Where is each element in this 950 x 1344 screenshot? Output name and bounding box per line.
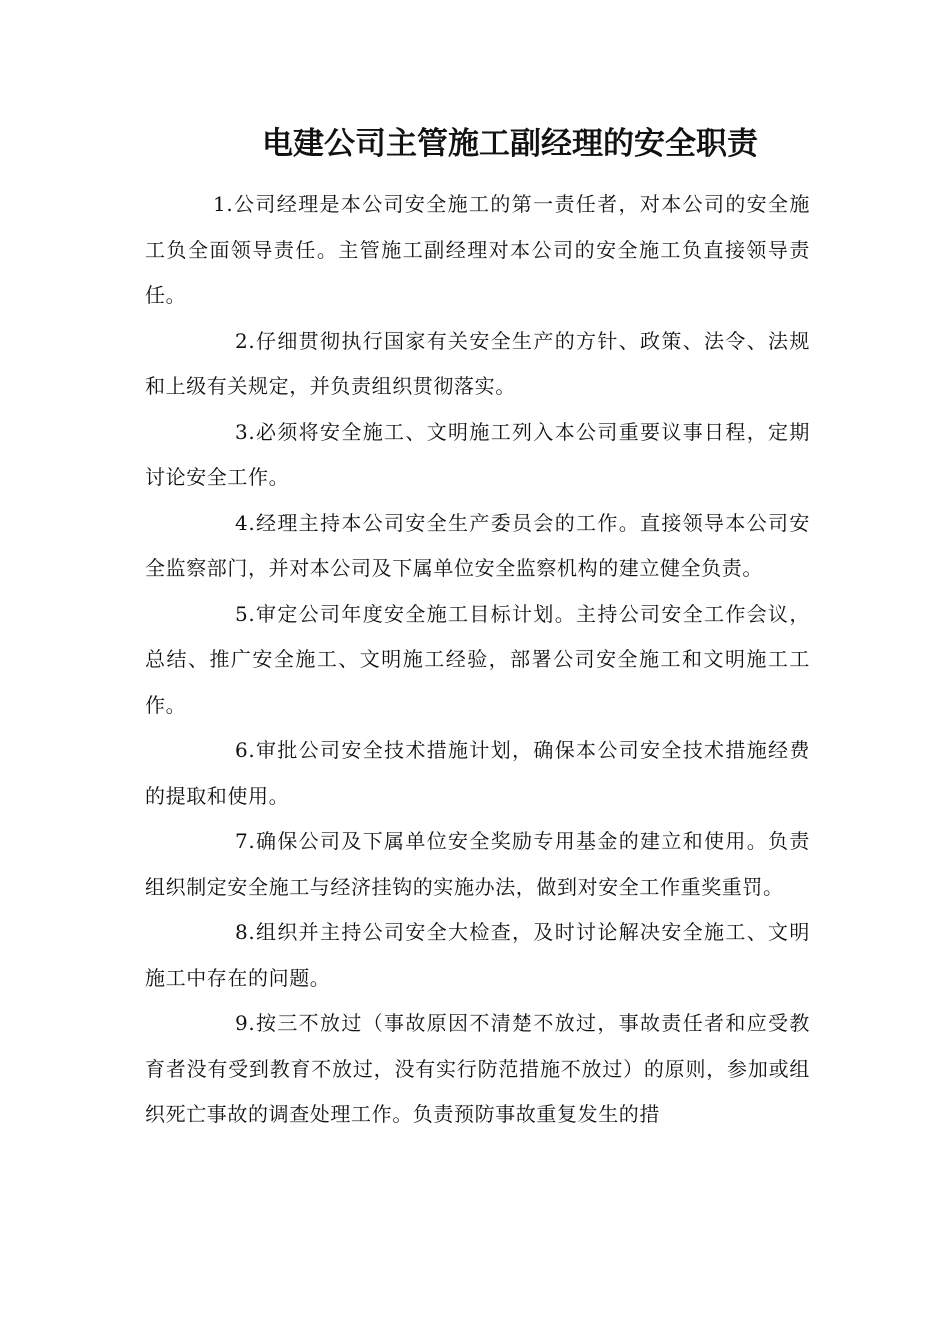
paragraph-3: 3.必须将安全施工、文明施工列入本公司重要议事日程，定期讨论安全工作。 <box>145 419 810 489</box>
paragraph-6: 6.审批公司安全技术措施计划，确保本公司安全技术措施经费的提取和使用。 <box>145 738 810 808</box>
paragraph-4: 4.经理主持本公司安全生产委员会的工作。直接领导本公司安全监察部门，并对本公司及下属单位安全监察机构的建立健全负责。 <box>145 510 810 580</box>
document-body <box>145 182 810 1138</box>
paragraph-5: 5.审定公司年度安全施工目标计划。主持公司安全工作会议，总结、推广安全施工、文明施工经验，部署公司安全施工和文明施工工作。 <box>145 601 810 717</box>
document-title: 电建公司主管施工副经理的安全职责 <box>262 126 758 162</box>
paragraph-9: 9.按三不放过（事故原因不清楚不放过，事故责任者和应受教育者没有受到教育不放过，没有实行防范措施不放过）的原则，参加或组织死亡事故的调查处理工作。负责预防事故重复发生的措 <box>145 1011 810 1126</box>
paragraph-2: 2.仔细贯彻执行国家有关安全生产的方针、政策、法令、法规和上级有关规定，并负责组织贯彻落实。 <box>145 328 810 398</box>
paragraph-7: 7.确保公司及下属单位安全奖励专用基金的建立和使用。负责组织制定安全施工与经济挂钩的实施办法，做到对安全工作重奖重罚。 <box>145 829 810 899</box>
paragraph-8: 8.组织并主持公司安全大检查，及时讨论解决安全施工、文明施工中存在的问题。 <box>145 920 810 990</box>
paragraph-1: 1.公司经理是本公司安全施工的第一责任者，对本公司的安全施工负全面领导责任。主管施工副经理对本公司的安全施工负直接领导责任。 <box>145 192 810 307</box>
